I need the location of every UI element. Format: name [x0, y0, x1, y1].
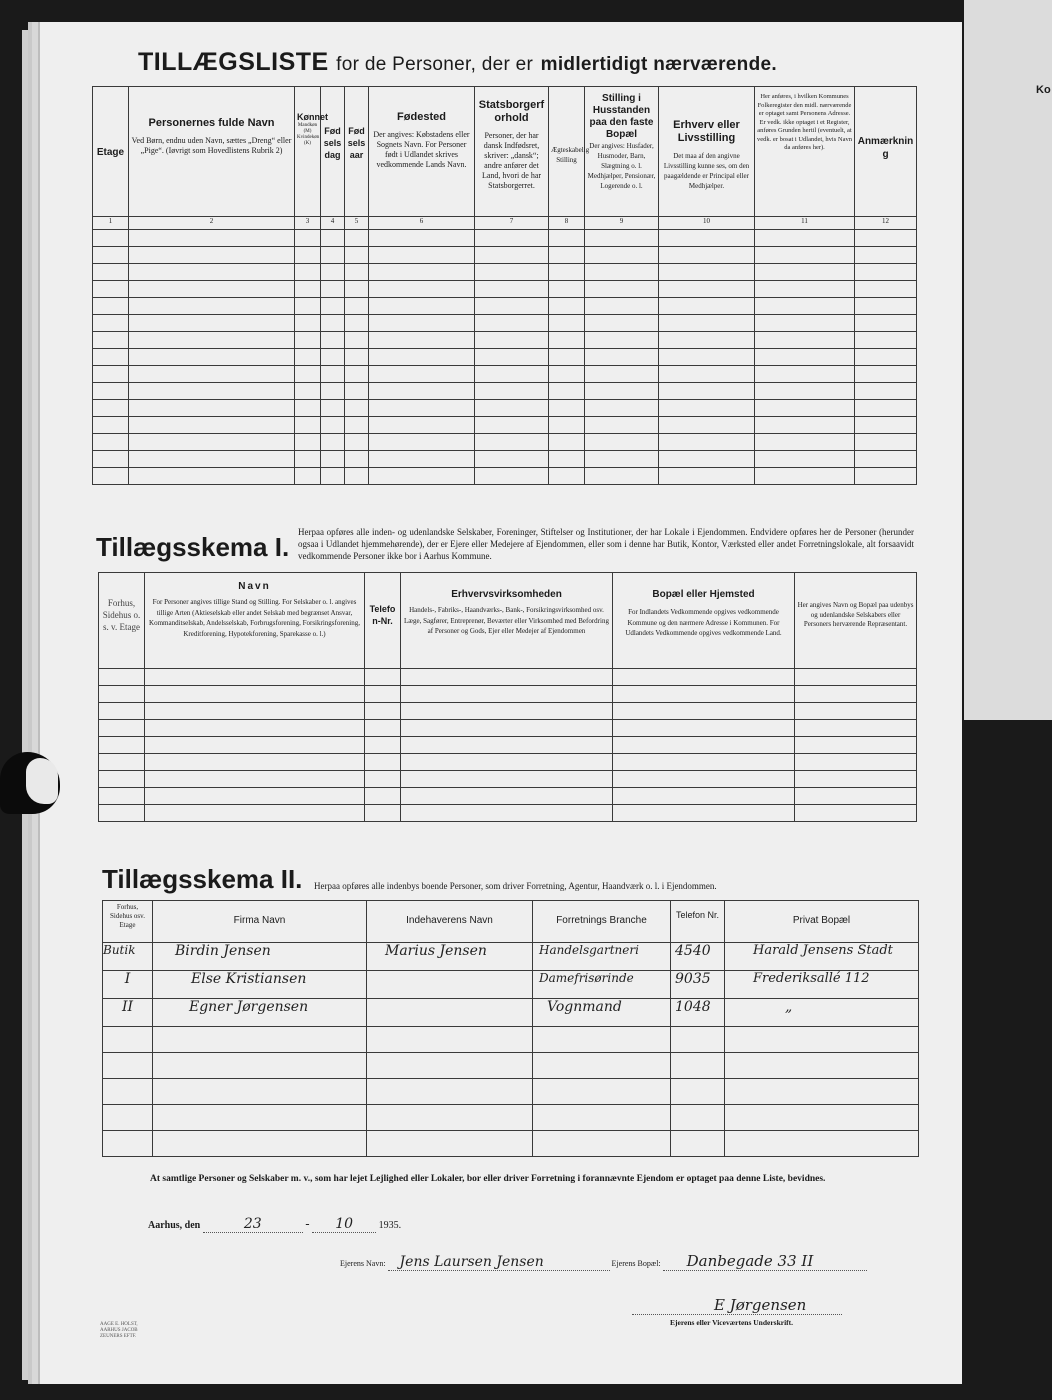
owner-name-label: Ejerens Navn:	[340, 1259, 386, 1268]
s1-col-bopael: Bopæl eller Hjemsted For Indlandets Vedkommende opgives vedkommende Kommune og den nærmere Adresse i Kommunen. For Udlandets Vedkommende opgives vedkommende Land.	[613, 573, 795, 669]
s1-col-navn: Navn For Personer angives tillige Stand og Stilling. For Selskaber o. l. angives tillige Arten (Aktieselskab eller andet Selskab med begrænset Ansvar, Kommanditselskab, Andelsselskab, Forbrugsforening, Forsikringsforening, Kreditforening, Hypotekforening, Sparekasse o. l.)	[145, 573, 365, 669]
date-dash: -	[305, 1217, 310, 1232]
row-telefon: 1048	[671, 999, 725, 1027]
thumb-nail	[26, 758, 58, 804]
skema1-title: Tillægsskema I.	[96, 532, 290, 562]
row-bopael: Harald Jensens Stadt	[725, 943, 919, 971]
s1-col-repr: Her angives Navn og Bopæl paa udenbys og udenlandske Selskabers eller Personers herværende Repræsentant.	[795, 573, 917, 669]
row-indehaver	[367, 971, 533, 999]
date-day: 23	[203, 1216, 303, 1233]
list-title	[138, 48, 777, 77]
num-12: 12	[855, 217, 917, 230]
num-10: 10	[659, 217, 755, 230]
row-firma: Birdin Jensen	[153, 943, 367, 971]
list-title-tail: midlertidigt nærværende.	[540, 54, 777, 75]
owner-address-label: Ejerens Bopæl:	[611, 1259, 661, 1268]
date-line	[148, 1216, 401, 1233]
row-etage: II	[103, 999, 153, 1027]
num-9: 9	[585, 217, 659, 230]
row-indehaver: Marius Jensen	[367, 943, 533, 971]
col-aegteskab: Ægteskabelig Stilling	[549, 87, 585, 217]
form-page	[38, 22, 962, 1384]
col-anmaerkning: Anmærkning	[855, 87, 917, 217]
skema1-intro: Herpaa opføres alle inden- og udenlandske Selskaber, Foreninger, Stiftelser og Institutioner, der har Lokale i Ejendommen. Endvidere opføres her de Personer (herunder ogsaa i Udlandet hjemmehørende), der er Ejere eller Medejere af Ejendommen, eller som i denne har Butik, Kontor, Værksted eller andet Forretningslokale, alt forsaavidt vedkommende Personer ikke bor i Aarhus Kommune.	[298, 527, 914, 561]
s2-col-bopael: Privat Bopæl	[725, 901, 919, 943]
row-bopael: „	[725, 999, 919, 1027]
col-statsborger: Statsborgerforhold Personer, der har dansk Indfødsret, skriver: „dansk“; andre anfører det Land, hvori de har Statsborgerret.	[475, 87, 549, 217]
num-1: 1	[93, 217, 129, 230]
row-bopael: Frederiksallé 112	[725, 971, 919, 999]
num-6: 6	[369, 217, 475, 230]
col-navn: Personernes fulde Navn Ved Børn, endnu uden Navn, sættes „Dreng“ eller „Pige“. (Iøvrigt som Hovedlistens Rubrik 2)	[129, 87, 295, 217]
s2-col-branche: Forretnings Branche	[533, 901, 671, 943]
num-2: 2	[129, 217, 295, 230]
num-8: 8	[549, 217, 585, 230]
col-erhverv: Erhverv eller Livsstilling Det maa af den angivne Livsstilling kunne ses, om den paagældende er Principal eller Medhjælper.	[659, 87, 755, 217]
signature-label	[670, 1318, 793, 1327]
table-row	[103, 971, 919, 999]
row-branche: Damefrisørinde	[533, 971, 671, 999]
row-firma: Else Kristiansen	[153, 971, 367, 999]
table-row	[103, 999, 919, 1027]
col-adresse: Her anføres, i hvilken Kommunes Folkeregister den midl. nærværende er optaget samt Personens Adresse. Er vedk. ikke optaget i et Register, anføres Grunden hertil (eventuelt, at vedk. er bosat i Udlandet, hvis Navn da anføres her).	[755, 87, 855, 217]
owner-address: Danbegade 33 II	[663, 1252, 867, 1271]
s1-col-erhverv: Erhvervsvirksomheden Handels-, Fabriks-, Haandværks-, Bank-, Forsikringsvirksomhed osv. Læge, Sagfører, Entreprenør, Beværter eller Virksomhed med Befordring af Personer og Gods, Ejer eller Medejer af Ejendommen	[401, 573, 613, 669]
declaration	[150, 1174, 918, 1184]
row-telefon: 9035	[671, 971, 725, 999]
signature-label-text: Ejerens eller Viceværtens Underskrift.	[670, 1318, 794, 1327]
skema2-table	[102, 900, 919, 1157]
num-4: 4	[321, 217, 345, 230]
page-edge	[22, 30, 36, 1380]
skema2-intro: Herpaa opføres alle indenbys boende Personer, som driver Forretning, Agentur, Haandværk o. l. i Ejendommen.	[314, 881, 717, 891]
num-5: 5	[345, 217, 369, 230]
col-stilling: Stilling i Husstanden paa den faste Bopæl Der angives: Husfader, Husmoder, Barn, Slægtning o. l. Medhjælper, Pensionær, Logerende o. l.	[585, 87, 659, 217]
facing-page	[964, 0, 1052, 720]
list-title-bold: TILLÆGSLISTE	[138, 48, 329, 76]
col-foedselsaar: Fødselsaar	[345, 87, 369, 217]
table-row	[103, 943, 919, 971]
s1-col-etage: Forhus, Sidehus o. s. v. Etage	[99, 573, 145, 669]
owner-name: Jens Laursen Jensen	[388, 1254, 610, 1271]
row-etage: I	[103, 971, 153, 999]
facing-page-text: Ko	[1036, 84, 1051, 96]
row-firma: Egner Jørgensen	[153, 999, 367, 1027]
num-7: 7	[475, 217, 549, 230]
num-3: 3	[295, 217, 321, 230]
row-branche: Vognmand	[533, 999, 671, 1027]
printer-mark: AAGE E. HOLST, AARHUS JACOB ZEUNERS EFTF.	[100, 1322, 138, 1339]
list-title-rest: for de Personer, der er	[336, 54, 534, 75]
date-year: 1935.	[378, 1220, 402, 1231]
col-etage: Etage	[93, 87, 129, 217]
s2-col-indehaver: Indehaverens Navn	[367, 901, 533, 943]
row-telefon: 4540	[671, 943, 725, 971]
thumb	[0, 752, 60, 814]
s2-col-etage: Forhus, Sidehus osv. Etage	[103, 901, 153, 943]
col-foedselsdag: Fødselsdag	[321, 87, 345, 217]
owner-line	[340, 1252, 867, 1271]
date-label: Aarhus, den	[148, 1220, 201, 1231]
skema1-table	[98, 572, 917, 822]
declaration-text: At samtlige Personer og Selskaber m. v., som har lejet Lejlighed eller Lokaler, bor eller driver Forretning i forannævnte Ejendom er optaget paa denne Liste, bevidnes.	[150, 1174, 826, 1184]
skema1-empty-rows	[99, 669, 917, 822]
tillaegsliste-table	[92, 86, 917, 485]
list-empty-rows	[93, 230, 917, 485]
num-11: 11	[755, 217, 855, 230]
skema2-title: Tillægsskema II.	[102, 864, 303, 894]
s2-col-telefon: Telefon Nr.	[671, 901, 725, 943]
s2-col-firma: Firma Navn	[153, 901, 367, 943]
signature: E Jørgensen	[714, 1296, 807, 1314]
s1-col-telefon: Telefon-Nr.	[365, 573, 401, 669]
row-indehaver	[367, 999, 533, 1027]
skema2-empty-rows	[103, 1027, 919, 1157]
date-month: 10	[312, 1216, 376, 1233]
row-etage: Butik	[103, 943, 153, 971]
col-foedested: Fødested Der angives: Købstadens eller Sognets Navn. For Personer født i Udlandet skrives vedkommende Lands Navn.	[369, 87, 475, 217]
signature-line	[632, 1314, 842, 1315]
row-branche: Handelsgartneri	[533, 943, 671, 971]
col-koennet: Kønnet Mandkøn (M) Kvindekøn (K)	[295, 87, 321, 217]
